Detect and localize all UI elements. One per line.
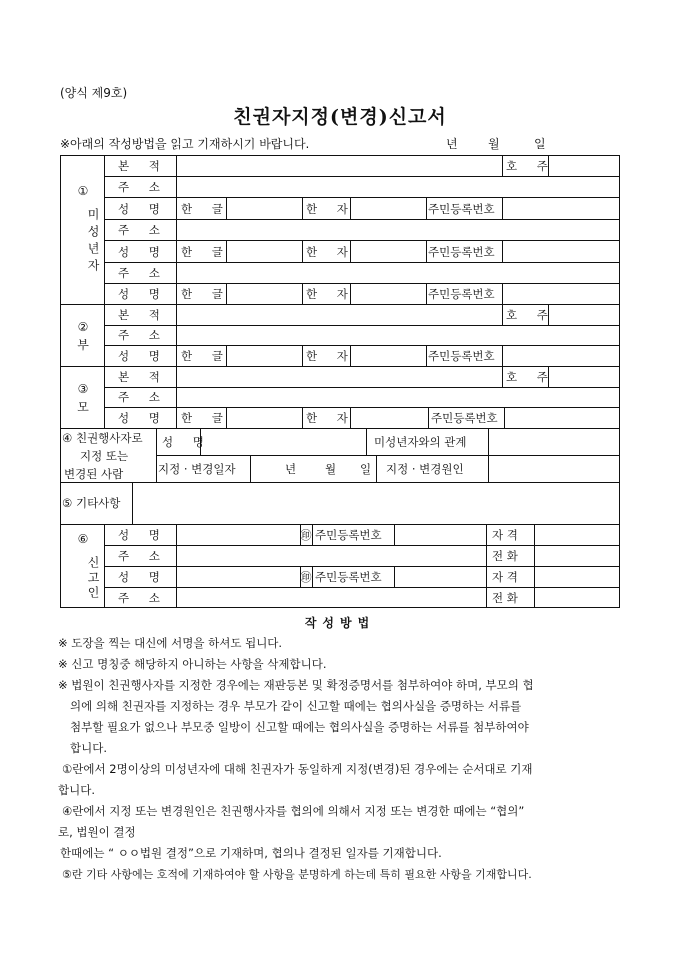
reporter2-phone-label: 전 화: [492, 591, 518, 605]
minor2-address-label: 주 소: [118, 223, 168, 237]
instruction-notice: ※아래의 작성방법을 읽고 기재하시기 바랍니다.: [60, 137, 310, 151]
date-day-label: 일: [534, 137, 546, 151]
reporter2-seal: ㊞: [300, 570, 312, 584]
designee-relation-label: 미성년자와의 관계: [374, 435, 467, 449]
guide-note-5-line1: ④란에서 지정 또는 변경원인은 친권행사자를 협의에 의해서 지정 또는 변경한 때에는 “협의”: [62, 804, 525, 818]
guide-note-4-line1: ①란에서 2명이상의 미성년자에 대해 친권자가 동일하게 지정(변경)된 경우에는 순서대로 기재: [62, 762, 533, 776]
guide-note-2: ※ 신고 명칭중 해당하지 아니하는 사항을 삭제합니다.: [58, 657, 327, 671]
designee-label-line3: 변경된 사람: [64, 467, 124, 481]
reporter2-address-label: 주 소: [118, 591, 168, 605]
mother-name-label: 성 명: [118, 411, 168, 425]
guide-note-6: ⑤란 기타 사항에는 호적에 기재하여야 할 사항을 분명하게 하는데 특히 필요한 사항을 기재합니다.: [62, 868, 532, 881]
minor-hoju-label: 호 주: [506, 159, 556, 173]
father-resident-label: 주민등록번호: [428, 349, 495, 363]
mother-section-title: 모: [77, 400, 89, 414]
father-section-title: 부: [77, 338, 89, 352]
minor2-name-label: 성 명: [118, 245, 168, 259]
reporter-section-number: ⑥: [77, 532, 89, 546]
mother-address-label: 주 소: [118, 390, 168, 404]
minor-address-label: 주 소: [118, 180, 168, 194]
designee-cause-label: 지정 · 변경원인: [386, 462, 464, 476]
guide-note-3-line4: 합니다.: [70, 741, 107, 755]
form-title: 친권자지정(변경)신고서: [233, 106, 447, 128]
mother-hoju-label: 호 주: [506, 370, 556, 384]
designee-name-label: 성 명: [162, 435, 212, 449]
reporter1-phone-label: 전 화: [492, 549, 518, 563]
minor2-resident-label: 주민등록번호: [428, 245, 495, 259]
designee-date-year: 년: [285, 462, 297, 476]
designee-date-label: 지정 · 변경일자: [158, 462, 236, 476]
minor1-resident-label: 주민등록번호: [428, 202, 495, 216]
minor3-name-label: 성 명: [118, 287, 168, 301]
minor3-hanja-label: 한 자: [306, 287, 356, 301]
form-number-label: (양식 제9호): [60, 86, 128, 100]
reporter1-seal: ㊞: [300, 528, 312, 542]
mother-resident-label: 주민등록번호: [431, 411, 498, 425]
minor1-name-label: 성 명: [118, 202, 168, 216]
minor-section-number: ①: [77, 184, 89, 198]
reporter1-resident-label: 주민등록번호: [315, 528, 382, 542]
date-month-label: 월: [488, 137, 500, 151]
minor2-hanja-label: 한 자: [306, 245, 356, 259]
minor2-hangeul-label: 한 글: [181, 245, 231, 259]
minor1-hangeul-label: 한 글: [181, 202, 231, 216]
reporter-section-title: 신고인: [86, 555, 100, 601]
father-domicile-label: 본 적: [118, 308, 168, 322]
designee-label-line2: 지정 또는: [80, 449, 129, 463]
mother-hanja-label: 한 자: [306, 411, 356, 425]
guide-note-3-line1: ※ 법원이 친권행사자를 지정한 경우에는 재판등본 및 확정증명서를 첨부하여야 하며, 부모의 협: [58, 678, 534, 692]
guide-title: 작성방법: [304, 616, 376, 630]
father-address-label: 주 소: [118, 328, 168, 342]
reporter1-name-label: 성 명: [118, 528, 168, 542]
guide-note-4-line2: 합니다.: [58, 783, 95, 797]
reporter1-qualification-label: 자 격: [492, 528, 518, 542]
father-hanja-label: 한 자: [306, 349, 356, 363]
other-matters-label: ⑤ 기타사항: [62, 496, 121, 510]
designee-date-month: 월: [325, 462, 337, 476]
reporter2-qualification-label: 자 격: [492, 570, 518, 584]
reporter2-name-label: 성 명: [118, 570, 168, 584]
guide-note-3-line3: 첨부할 필요가 없으나 부모중 일방이 신고할 때에는 협의사실을 증명하는 서류를 첨부하여야: [70, 720, 529, 734]
reporter2-resident-label: 주민등록번호: [315, 570, 382, 584]
reporter1-address-label: 주 소: [118, 549, 168, 563]
guide-note-3-line2: 의에 의해 친권자를 지정하는 경우 부모가 같이 신고할 때에는 협의사실을 증명하는 서류를: [70, 699, 522, 713]
date-year-label: 년: [446, 137, 458, 151]
father-hoju-label: 호 주: [506, 308, 556, 322]
minor3-resident-label: 주민등록번호: [428, 287, 495, 301]
designee-date-day: 일: [360, 462, 372, 476]
father-hangeul-label: 한 글: [181, 349, 231, 363]
mother-section-number: ③: [77, 382, 89, 396]
minor-domicile-label: 본 적: [118, 159, 168, 173]
mother-domicile-label: 본 적: [118, 370, 168, 384]
minor-section-title: 미성년자: [86, 208, 100, 276]
minor3-hangeul-label: 한 글: [181, 287, 231, 301]
mother-hangeul-label: 한 글: [181, 411, 231, 425]
guide-note-1: ※ 도장을 찍는 대신에 서명을 하셔도 됩니다.: [58, 636, 283, 650]
guide-note-5-line3: 한때에는 “ ㅇㅇ법원 결정”으로 기재하며, 협의나 결정된 일자를 기재합니다.: [60, 846, 442, 860]
father-name-label: 성 명: [118, 349, 168, 363]
guide-note-5-line2: 로, 법원이 결정: [58, 825, 136, 839]
minor3-address-label: 주 소: [118, 266, 168, 280]
designee-label-line1: ④ 친권행사자로: [62, 431, 143, 445]
father-section-number: ②: [77, 320, 89, 334]
minor1-hanja-label: 한 자: [306, 202, 356, 216]
